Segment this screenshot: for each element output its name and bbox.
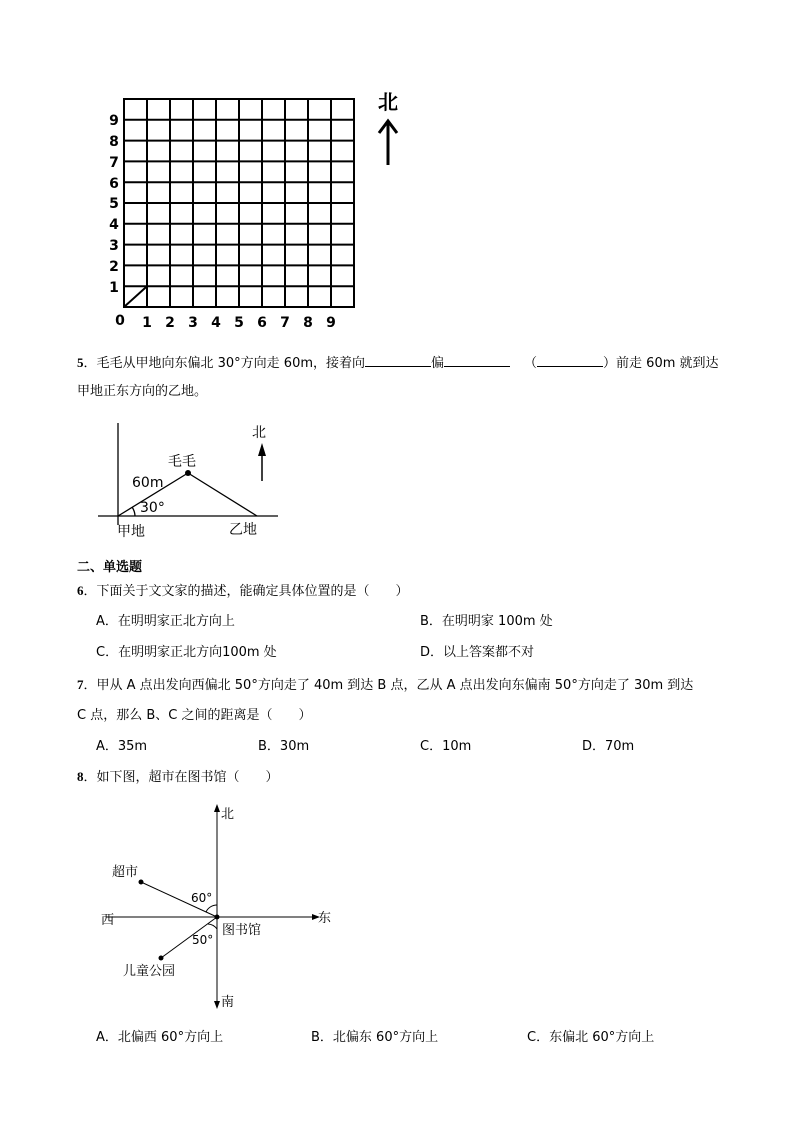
x-label-9: 9 (326, 315, 336, 331)
q8-east-label: 东 (318, 911, 332, 926)
q5-north-arrow-icon (258, 443, 266, 481)
q5-path-2 (188, 473, 257, 516)
section-title: 二、单选题 (77, 560, 143, 575)
y-label-6: 6 (109, 176, 119, 192)
x-label-3: 3 (188, 315, 198, 331)
q5-blank-3[interactable] (537, 352, 603, 367)
q8-park-label: 儿童公园 (123, 964, 176, 979)
q6-option-d[interactable]: D．以上答案都不对 (420, 645, 535, 660)
q8-option-b[interactable]: B．北偏东 60°方向上 (311, 1030, 439, 1045)
q5-north-label: 北 (252, 425, 266, 441)
q8-text: ．如下图，超市在图书馆（ ） (83, 770, 279, 785)
y-label-1: 1 (109, 280, 119, 296)
q8-supermarket-dot (139, 880, 144, 885)
q6-stem (77, 581, 409, 602)
y-label-3: 3 (109, 238, 119, 254)
y-label-5: 5 (109, 196, 119, 212)
q5-figure (95, 415, 295, 545)
grid-figure (100, 85, 420, 335)
q8-angle-arc-50 (208, 924, 217, 929)
q7-option-d[interactable]: D．70m (582, 739, 635, 754)
q5-blank-1[interactable] (365, 352, 431, 367)
y-label-4: 4 (109, 217, 119, 233)
q8-supermarket-label: 超市 (112, 865, 139, 880)
q7-option-a[interactable]: A．35m (96, 739, 148, 754)
q8-library-label: 图书馆 (222, 923, 262, 938)
q5-person-label: 毛毛 (168, 454, 196, 470)
q7-option-b[interactable]: B．30m (258, 739, 310, 754)
q5-text-part4: ）前走 60m 就到达 (603, 356, 719, 371)
q5-line1 (77, 352, 719, 374)
y-label-2: 2 (109, 259, 119, 275)
q8-south-label: 南 (221, 995, 235, 1010)
q7-number: 7 (77, 677, 84, 692)
q8-north-label: 北 (221, 807, 235, 822)
q8-option-a[interactable]: A．北偏西 60°方向上 (96, 1030, 224, 1045)
q8-angle-50-label: 50° (192, 933, 214, 947)
grid-diagonal (124, 286, 147, 307)
q8-park-dot (159, 956, 164, 961)
x-label-4: 4 (211, 315, 221, 331)
x-label-6: 6 (257, 315, 267, 331)
north-arrow-icon (379, 121, 397, 165)
q5-blank-2[interactable] (444, 352, 510, 367)
q8-figure (90, 800, 350, 1015)
x-label-1: 1 (142, 315, 152, 331)
q5-number: 5 (77, 355, 84, 370)
x-label-5: 5 (234, 315, 244, 331)
q7-stem (77, 675, 693, 696)
x-label-2: 2 (165, 315, 175, 331)
q8-option-c[interactable]: C．东偏北 60°方向上 (527, 1030, 655, 1045)
q7-text: ．甲从 A 点出发向西偏北 50°方向走了 40m 到达 B 点，乙从 A 点出发向东偏南 50°方向走了 30m 到达 (83, 678, 694, 693)
q8-number: 8 (77, 769, 84, 784)
q8-stem (77, 767, 279, 788)
grid-north-label: 北 (378, 90, 398, 114)
q6-option-c[interactable]: C．在明明家正北方向100m 处 (96, 645, 277, 660)
x-label-7: 7 (280, 315, 290, 331)
y-label-7: 7 (109, 155, 119, 171)
x-label-0: 0 (115, 313, 125, 329)
q8-angle-60-label: 60° (191, 891, 213, 905)
q7-stem-line2: C 点，那么 B、C 之间的距离是（ ） (77, 708, 312, 723)
q5-text-part3: （ (524, 356, 538, 371)
q7-option-c[interactable]: C．10m (420, 739, 472, 754)
q8-library-dot (215, 915, 220, 920)
q6-number: 6 (77, 583, 84, 598)
q8-axis-arrowheads (214, 804, 320, 1009)
q8-west-label: 西 (101, 913, 115, 928)
q6-option-b[interactable]: B．在明明家 100m 处 (420, 614, 553, 629)
q8-angle-arc-60 (206, 905, 217, 912)
q5-angle-label: 30° (140, 500, 165, 516)
q5-end-label: 乙地 (229, 522, 257, 538)
x-label-8: 8 (303, 315, 313, 331)
q5-angle-arc (132, 507, 135, 516)
q5-distance-label: 60m (132, 475, 164, 491)
q5-start-label: 甲地 (117, 524, 145, 540)
q6-option-a[interactable]: A．在明明家正北方向上 (96, 614, 235, 629)
q5-text-part1: ．毛毛从甲地向东偏北 30°方向走 60m，接着向 (83, 356, 366, 371)
q5-line2: 甲地正东方向的乙地。 (77, 384, 208, 399)
q5-person-dot (185, 470, 191, 476)
q5-text-part2: 偏 (431, 356, 445, 371)
y-label-8: 8 (109, 134, 119, 150)
y-label-9: 9 (109, 113, 119, 129)
q6-text: ．下面关于文文家的描述，能确定具体位置的是（ ） (83, 584, 409, 599)
